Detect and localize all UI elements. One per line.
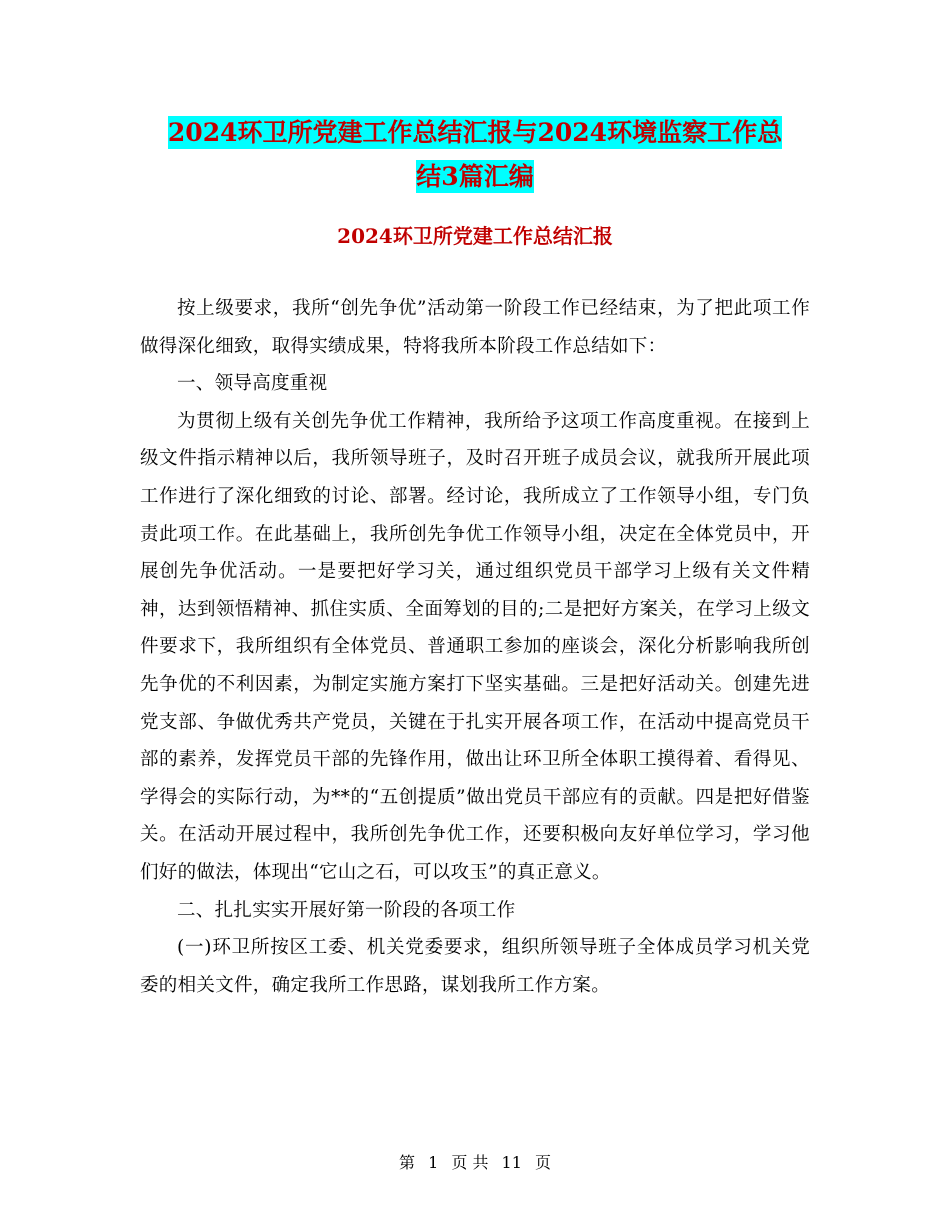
document-title-line-1 (140, 110, 810, 156)
footer-total-pages: 11 (501, 1153, 522, 1172)
document-title-line-2 (140, 154, 810, 200)
paragraph-first-stage-1: (一)环卫所按区工委、机关党委要求，组织所领导班子全体成员学习机关党委的相关文件，确定我所工作思路，谋划我所工作方案。 (140, 937, 810, 996)
footer-mid: 页 共 (451, 1153, 489, 1172)
paragraph-leadership: 为贯彻上级有关创先争优工作精神，我所给予这项工作高度重视。在接到上级文件指示精神以后，我所领导班子，及时召开班子成员会议，就我所开展此项工作进行了深化细致的讨论、部署。经讨论，我所成立了工作领导小组，专门负责此项工作。在此基础上，我所创先争优工作领导小组，决定在全体党员中，开展创先争优活动。一是要把好学习关，通过组织党员干部学习上级有关文件精神，达到领悟精神、抓住实质、全面筹划的目的;二是把好方案关，在学习上级文件要求下，我所组织有全体党员、普通职工参加的座谈会，深化分析影响我所创先争优的不利因素，为制定实施方案打下坚实基础。三是把好活动关。创建先进党支部、争做优秀共产党员，关键在于扎实开展各项工作，在活动中提高党员干部的素养，发挥党员干部的先锋作用，做出让环卫所全体职工摸得着、看得见、学得会的实际行动，为**的“五创提质”做出党员干部应有的贡献。四是把好借鉴关。在活动开展过程中，我所创先争优工作，还要积极向友好单位学习，学习他们好的做法，体现出“它山之石，可以攻玉”的真正意义。 (140, 410, 810, 883)
paragraph-intro: 按上级要求，我所“创先争优”活动第一阶段工作已经结束，为了把此项工作做得深化细致，取得实绩成果，特将我所本阶段工作总结如下： (140, 298, 810, 357)
heading-first-stage: 二、扎扎实实开展好第一阶段的各项工作 (177, 899, 516, 921)
footer-prefix: 第 (398, 1153, 415, 1172)
footer-page-number: 1 (428, 1153, 439, 1172)
document-body (140, 290, 810, 1004)
document-title-text-2: 结3篇汇编 (416, 162, 534, 191)
section-title: 2024环卫所党建工作总结汇报 (337, 224, 613, 248)
heading-leadership: 一、领导高度重视 (177, 373, 328, 395)
page-footer (0, 1150, 950, 1173)
footer-suffix: 页 (535, 1153, 552, 1172)
document-title-text-1: 2024环卫所党建工作总结汇报与2024环境监察工作总 (167, 118, 783, 147)
